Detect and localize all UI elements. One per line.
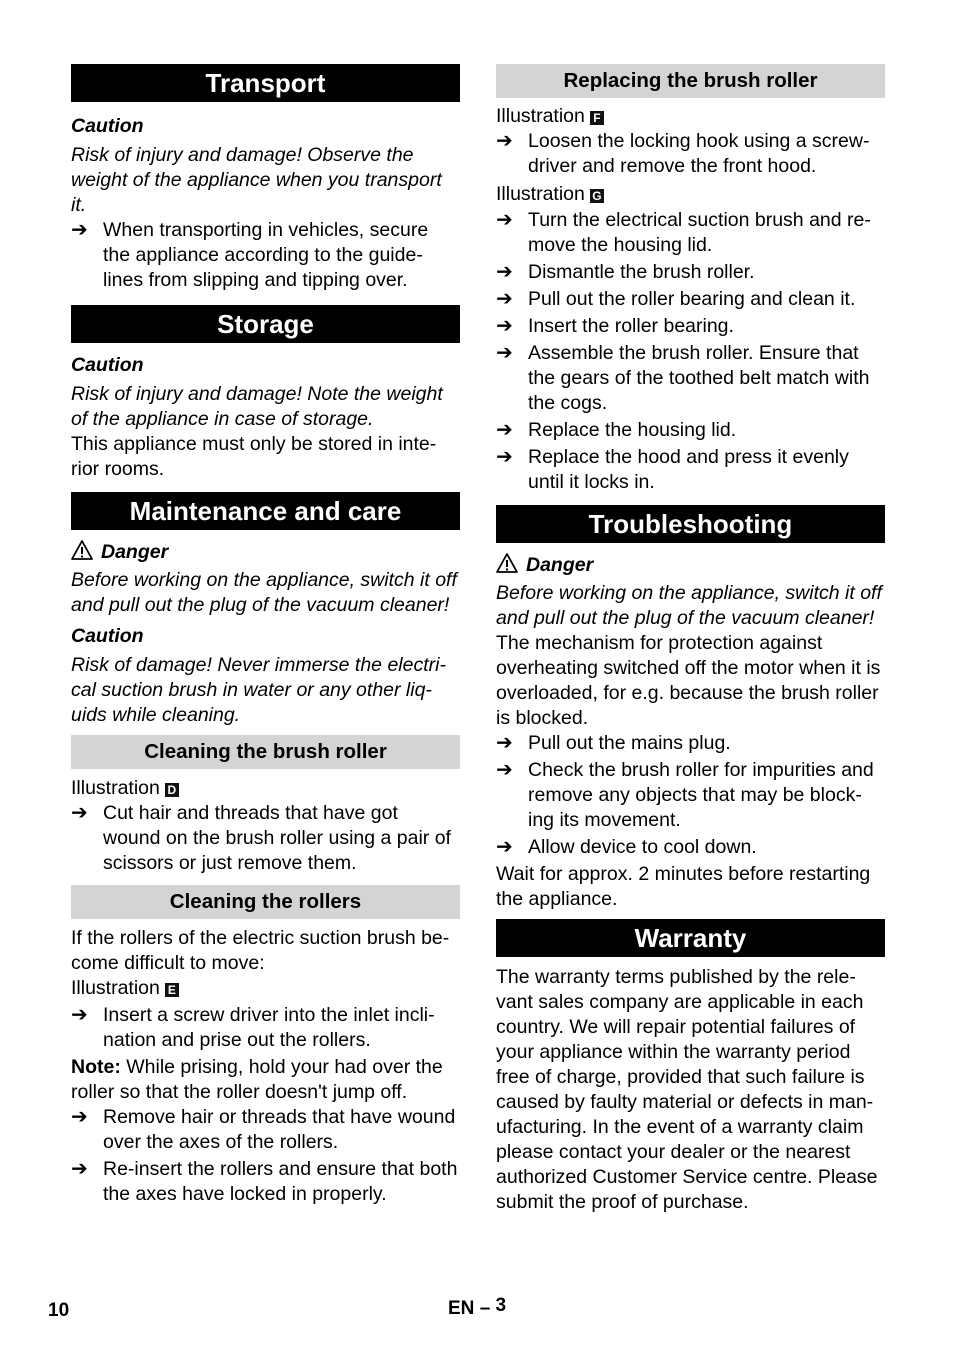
left-column (71, 64, 460, 1207)
arrow-right-icon: ➔ (496, 419, 513, 441)
subsection-title-cleaning-brush: Cleaning the brush roller (71, 735, 460, 769)
arrow-right-icon: ➔ (496, 288, 513, 310)
list-item-text: Remove hair or threads that have wound over the axes of the rollers. (103, 1106, 456, 1153)
list-item (71, 218, 460, 293)
list-item-text: Pull out the mains plug. (528, 732, 731, 754)
danger-label: Danger (526, 554, 594, 576)
subsection-title-replacing: Replacing the brush roller (496, 64, 885, 98)
body-text: The warranty terms published by the rele-vant sales company are applicable in each country. We will repair potential failures of your appliance within the warranty period free of charge, provided that such failure is caused by faulty material or defects in man-ufacturing. In the event of a warranty claim please contact your dealer or the nearest authorized Customer Service centre. Please submit the proof of purchase. (496, 966, 878, 1213)
list-item (496, 445, 885, 495)
section-title-storage: Storage (71, 305, 460, 343)
danger-heading (496, 553, 885, 578)
arrow-right-icon: ➔ (496, 315, 513, 337)
caution-text: Risk of damage! Never immerse the electri-cal suction brush in water or any other liq-uids while cleaning. (71, 654, 446, 726)
caution-label: Caution (71, 115, 144, 137)
section-title-troubleshooting: Troubleshooting (496, 505, 885, 543)
footer-sep: – (479, 1298, 491, 1319)
right-column (496, 64, 885, 1215)
list-item (496, 835, 885, 860)
list-item (496, 314, 885, 339)
danger-label: Danger (101, 541, 169, 563)
illustration-ref (71, 776, 460, 801)
caution-text: Risk of injury and damage! Observe the weight of the appliance when you transport it. (71, 144, 442, 216)
list-item (496, 758, 885, 833)
list-item (496, 208, 885, 258)
body-text: This appliance must only be stored in inte-rior rooms. (71, 433, 437, 480)
list-item (496, 731, 885, 756)
list-item (496, 418, 885, 443)
danger-text: Before working on the appliance, switch it off and pull out the plug of the vacuum cleaner! (71, 569, 457, 616)
list-item (496, 129, 885, 179)
arrow-right-icon: ➔ (496, 130, 513, 152)
illustration-letter: D (165, 783, 179, 797)
list-item-text: Loosen the locking hook using a screw-driver and remove the front hood. (528, 130, 870, 177)
arrow-right-icon: ➔ (496, 209, 513, 231)
caution-text: Risk of injury and damage! Note the weight of the appliance in case of storage. (71, 383, 443, 430)
section-title-warranty: Warranty (496, 919, 885, 957)
list-item-text: When transporting in vehicles, secure the appliance according to the guide-lines from slipping and tipping over. (103, 219, 429, 291)
list-item (496, 287, 885, 312)
arrow-right-icon: ➔ (496, 759, 513, 781)
illustration-label: Illustration (496, 183, 585, 205)
subsection-title-cleaning-rollers: Cleaning the rollers (71, 885, 460, 919)
list-item (496, 341, 885, 416)
list-item-text: Insert a screw driver into the inlet incli-nation and prise out the rollers. (103, 1004, 435, 1051)
footer-language-page (448, 1296, 506, 1321)
list-item-text: Insert the roller bearing. (528, 315, 734, 337)
list-item (71, 1003, 460, 1053)
illustration-ref (71, 976, 460, 1001)
list-item (71, 801, 460, 876)
illustration-label: Illustration (71, 977, 160, 999)
body-text: The mechanism for protection against overheating switched off the motor when it is overloaded, for e.g. because the brush roller is blocked. (496, 632, 881, 729)
arrow-right-icon: ➔ (71, 1004, 88, 1026)
arrow-right-icon: ➔ (496, 836, 513, 858)
body-text: If the rollers of the electric suction brush be-come difficult to move: (71, 927, 450, 974)
caution-label: Caution (71, 625, 144, 647)
list-item (71, 1157, 460, 1207)
caution-label: Caution (71, 354, 144, 376)
list-item-text: Re-insert the rollers and ensure that both the axes have locked in properly. (103, 1158, 458, 1205)
danger-heading (71, 540, 460, 565)
list-item-text: Cut hair and threads that have got wound on the brush roller using a pair of scissors or just remove them. (103, 802, 451, 874)
illustration-ref (496, 104, 885, 129)
illustration-label: Illustration (496, 105, 585, 127)
arrow-right-icon: ➔ (496, 261, 513, 283)
warning-triangle-icon (71, 540, 93, 560)
illustration-letter: E (165, 983, 179, 997)
section-title-maintenance: Maintenance and care (71, 492, 460, 530)
footer-lang: EN (448, 1298, 475, 1319)
list-item-text: Replace the hood and press it evenly until it locks in. (528, 446, 849, 493)
list-item-text: Assemble the brush roller. Ensure that the gears of the toothed belt match with the cogs. (528, 342, 870, 414)
section-title-transport: Transport (71, 64, 460, 102)
note (71, 1055, 460, 1105)
note-text: While prising, hold your had over the roller so that the roller doesn't jump off. (71, 1056, 443, 1103)
body-text: Wait for approx. 2 minutes before restarting the appliance. (496, 863, 871, 910)
arrow-right-icon: ➔ (496, 446, 513, 468)
illustration-label: Illustration (71, 777, 160, 799)
list-item (496, 260, 885, 285)
footer-sub: 3 (495, 1295, 507, 1316)
arrow-right-icon: ➔ (71, 1106, 88, 1128)
list-item-text: Turn the electrical suction brush and re-move the housing lid. (528, 209, 871, 256)
list-item-text: Allow device to cool down. (528, 836, 757, 858)
note-label: Note: (71, 1056, 121, 1078)
list-item-text: Check the brush roller for impurities and remove any objects that may be block-ing its movement. (528, 759, 874, 831)
illustration-letter: F (590, 111, 604, 125)
arrow-right-icon: ➔ (496, 732, 513, 754)
list-item-text: Replace the housing lid. (528, 419, 737, 441)
list-item-text: Dismantle the brush roller. (528, 261, 755, 283)
list-item (71, 1105, 460, 1155)
arrow-right-icon: ➔ (496, 342, 513, 364)
arrow-right-icon: ➔ (71, 802, 88, 824)
warning-triangle-icon (496, 553, 518, 573)
list-item-text: Pull out the roller bearing and clean it. (528, 288, 856, 310)
illustration-letter: G (590, 189, 604, 203)
arrow-right-icon: ➔ (71, 219, 88, 241)
arrow-right-icon: ➔ (71, 1158, 88, 1180)
danger-text: Before working on the appliance, switch it off and pull out the plug of the vacuum cleaner! (496, 582, 882, 629)
page-number: 10 (48, 1300, 70, 1321)
illustration-ref (496, 182, 885, 207)
